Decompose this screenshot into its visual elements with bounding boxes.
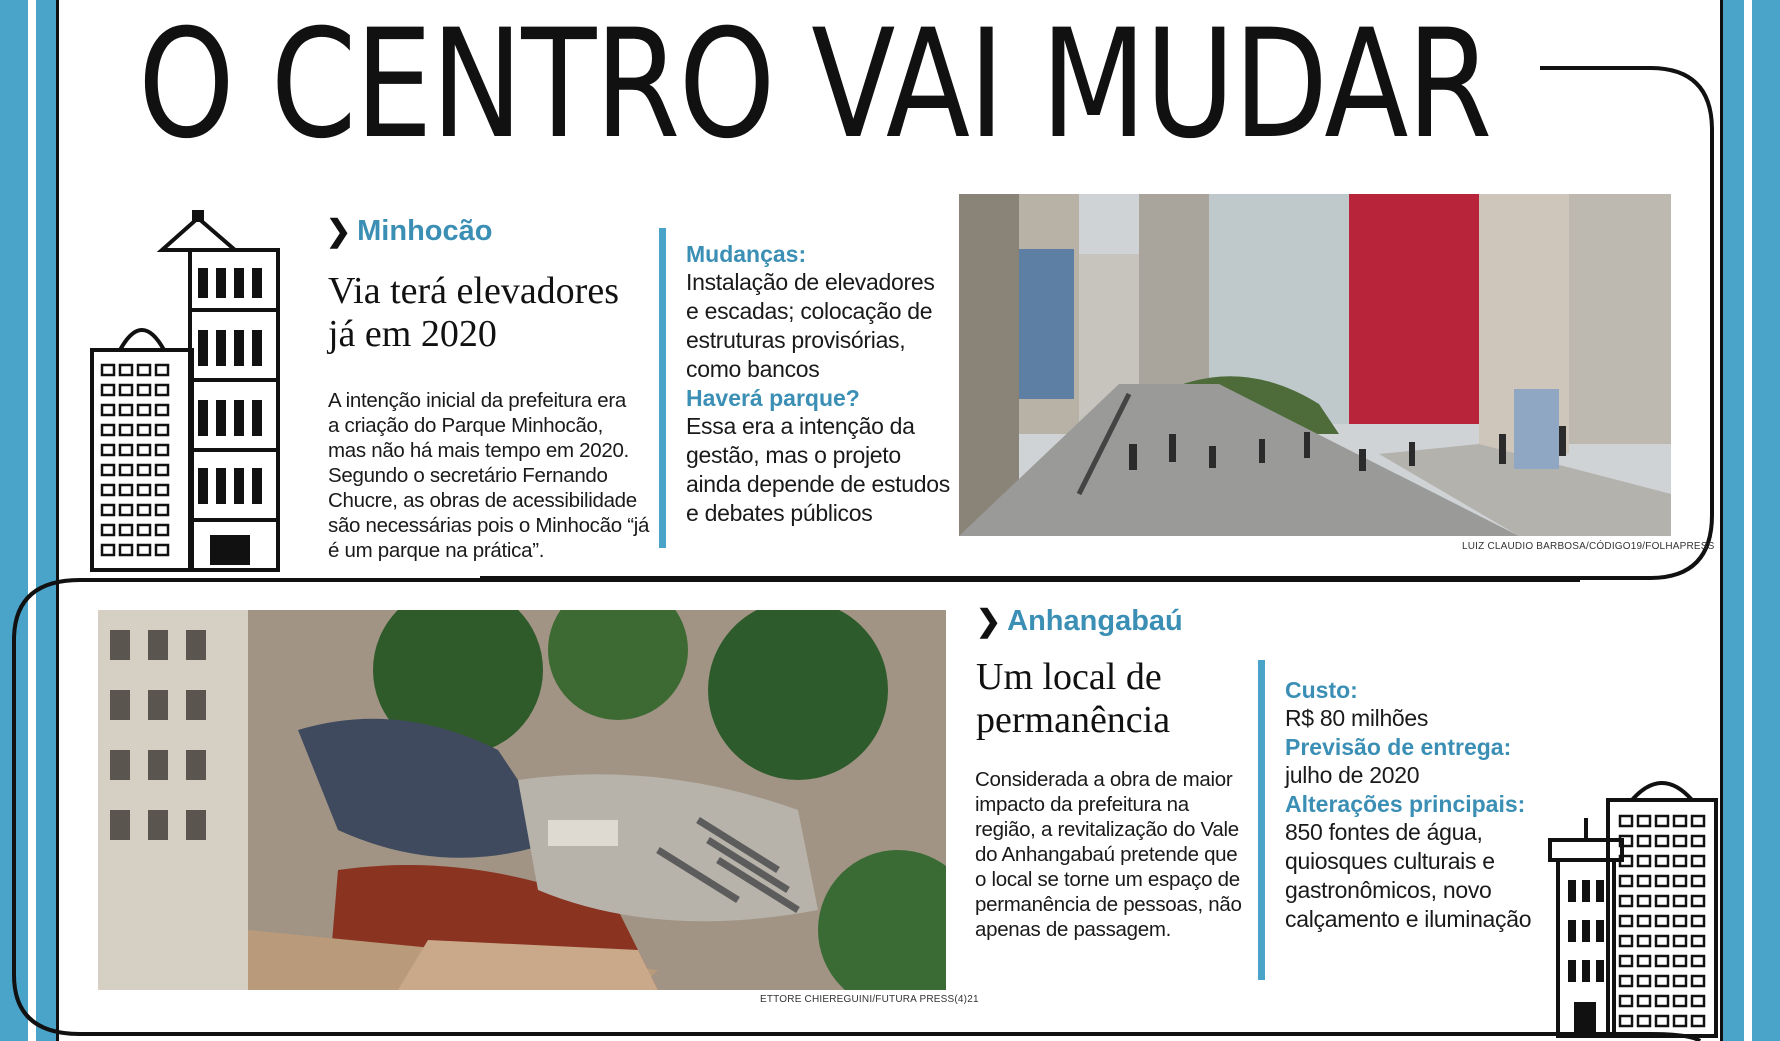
minhocao-photo <box>959 194 1671 536</box>
accent-bar-2 <box>1258 660 1265 980</box>
section-tag-anhangabau: ❯ Anhangabaú <box>976 605 1183 638</box>
section2-title: Um local de permanência <box>976 656 1171 741</box>
section1-title: Via terá elevadores já em 2020 <box>328 270 619 355</box>
chevron-right-icon: ❯ <box>976 605 994 638</box>
anhangabau-photo <box>98 610 946 990</box>
chevron-right-icon: ❯ <box>326 215 344 248</box>
headline: O CENTRO VAI MUDAR <box>138 0 1491 172</box>
building-illustration-icon <box>90 210 290 580</box>
photo-credit: LUIZ CLAUDIO BARBOSA/CÓDIGO19/FOLHAPRESS <box>1462 541 1715 552</box>
photo-credit-2: ETTORE CHIEREGUINI/FUTURA PRESS(4)21 <box>760 994 979 1005</box>
section-tag-minhocao: ❯ Minhocão <box>326 215 493 248</box>
section1-facts: Mudanças: Instalação de elevadores e escadas; colocação de estruturas provisórias, como bancos Haverá parque? Essa era a intenção da gestão, mas o projeto ainda depende de estudos e debates públicos <box>686 241 950 526</box>
building-illustration-icon-2 <box>1528 770 1724 1038</box>
section2-facts: Custo: R$ 80 milhões Previsão de entrega: julho de 2020 Alterações principais: 850 fontes de água, quiosques culturais e gastronômicos, novo calçamento e iluminação <box>1285 677 1532 932</box>
section1-body: A intenção inicial da prefeitura era a criação do Parque Minhocão, mas não há mais tempo em 2020. Segundo o secretário Fernando Chucre, as obras de acessibilidade são necessárias pois o Minhocão “já é um parque na prática”. <box>328 389 650 562</box>
section2-body: Considerada a obra de maior impacto da prefeitura na região, a revitalização do Vale do Anhangabaú pretende que o local se torne um espaço de permanência de pessoas, não apenas de passagem. <box>975 768 1242 941</box>
accent-bar <box>659 228 666 548</box>
